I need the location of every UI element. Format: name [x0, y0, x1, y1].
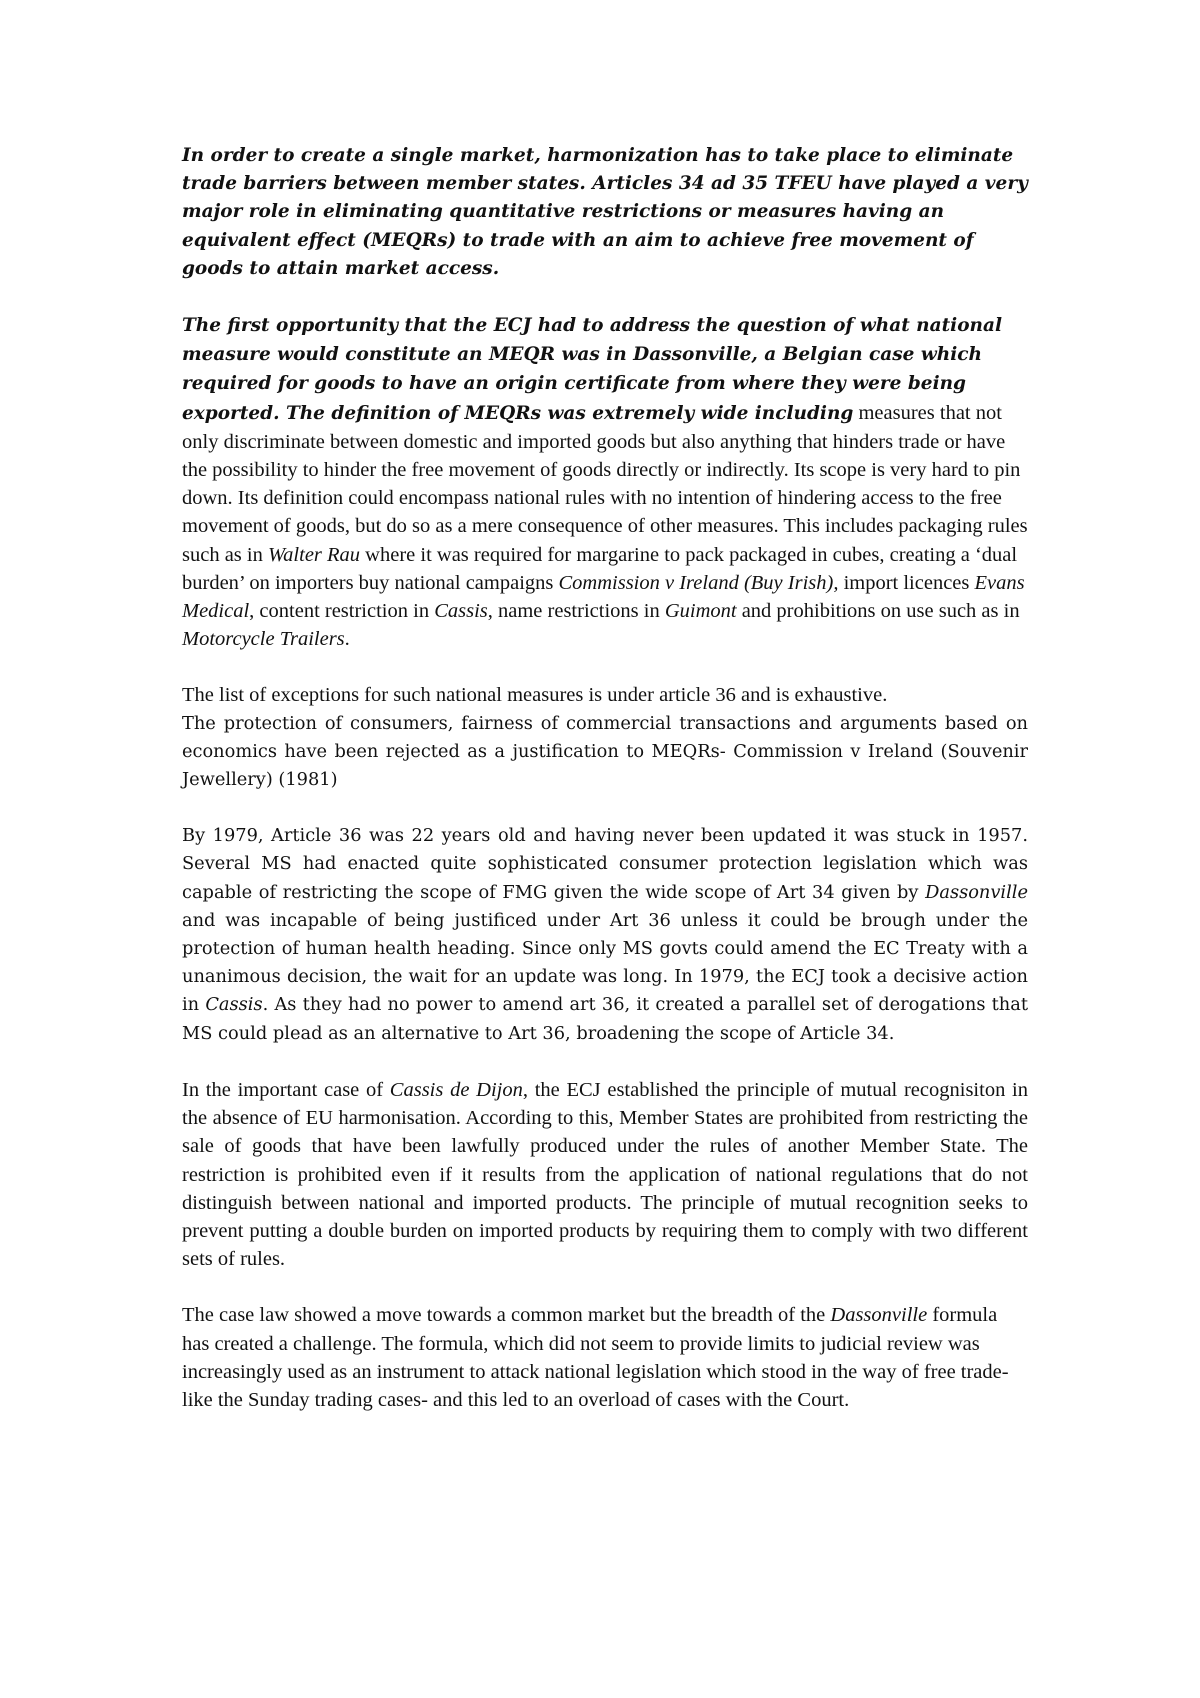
- document-body: [182, 142, 1028, 1442]
- body-text: where it was required for margarine to pack packaged in cubes, creating a ‘dual burden’ on importers buy national campaigns: [182, 543, 1018, 594]
- case-name-walter-rau: Walter Rau: [267, 543, 361, 566]
- body-text: By 1979, Article 36 was 22 years old and having never been updated it was stuck in 1957. Several MS had enacted quite sophisticated consumer protection legislation which was capable of restricting the scope of FMG given the wide scope of Art 34 given by: [182, 825, 1028, 903]
- body-text: .: [344, 628, 350, 651]
- case-name-evans-medical: Evans Medical: [182, 571, 1025, 623]
- paragraph-cassis-de-dijon: [182, 1076, 1028, 1273]
- body-text: , name restrictions in: [487, 600, 665, 623]
- body-text: import licences: [838, 571, 975, 594]
- paragraph-article-36: [182, 822, 1028, 1048]
- paragraph-exceptions: [182, 681, 1028, 794]
- bold-italic-text: The first opportunity that the ECJ had to address the question of what national measure would constitute an MEQR was in Dassonville, a Belgian case which required for goods to have an origin certificate from where they were being exported. The definition of MEQRs was extremely wide including: [182, 315, 1002, 424]
- case-name-motorcycle-trailers: Motorcycle Trailers: [182, 628, 345, 651]
- paragraph-dassonville: [182, 311, 1028, 653]
- case-name-dassonville: Dassonville: [830, 1304, 928, 1327]
- case-name-cassis: Cassis: [434, 600, 488, 623]
- body-text: In the important case of: [182, 1078, 390, 1101]
- paragraph-case-law: [182, 1301, 1028, 1414]
- body-text: measures that not only discriminate between domestic and imported goods but also anything that hinders trade or have the possibility to hinder the free movement of goods directly or indirectly. Its scope is very hard to pin down. Its definition could encompass national rules with no intention of hindering access to the free movement of goods, but do so as a mere consequence of other measures. This includes packaging rules such as in: [182, 401, 1028, 566]
- case-name-cassis: Cassis: [205, 994, 263, 1016]
- body-text: , the ECJ established the principle of mutual recognisiton in the absence of EU harmonisation. According to this, Member States are prohibited from restricting the sale of goods that have been lawfully produced under the rules of another Member State. The restriction is prohibited even if it results from the application of national regulations that do not distinguish between national and imported products. The principle of mutual recognition seeks to prevent putting a double burden on imported products by requiring them to comply with two different sets of rules.: [182, 1078, 1028, 1271]
- paragraph-intro: In order to create a single market, harmonization has to take place to eliminate trade barriers between member states. Articles 34 ad 35 TFEU have played a very major role in eliminating quantitative restrictions or measures having an equivalent effect (MEQRs) to trade with an aim to achieve free movement of goods to attain market access.: [182, 145, 1028, 279]
- case-name-guimont: Guimont: [664, 600, 737, 623]
- body-text: The protection of consumers, fairness of commercial transactions and arguments based on economics have been rejected as a justification to MEQRs- Commission v Ireland (Souvenir Jewellery) (1981): [182, 712, 1028, 791]
- body-text: formula has created a challenge. The formula, which did not seem to provide limits to judicial review was increasingly used as an instrument to attack national legislation which stood in the way of free trade- like the Sunday trading cases- and this led to an overload of cases with the Court.: [182, 1304, 1009, 1411]
- body-text: The list of exceptions for such national measures is under article 36 and is exhaustive.: [182, 684, 888, 707]
- case-name-cassis-de-dijon: Cassis de Dijon: [389, 1078, 523, 1101]
- body-text: and was incapable of being justificed under Art 36 unless it could be brough under the protection of human health heading. Since only MS govts could amend the EC Treaty with a unanimous decision, the wait for an update was long. In 1979, the ECJ took a decisive action in: [182, 909, 1028, 1016]
- body-text: The case law showed a move towards a common market but the breadth of the: [182, 1304, 831, 1327]
- body-text: and prohibitions on use such as in: [736, 600, 1020, 623]
- body-text: . As they had no power to amend art 36, it created a parallel set of derogations that MS could plead as an alternative to Art 36, broadening the scope of Article 34.: [182, 994, 1028, 1044]
- body-text: , content restriction in: [249, 600, 435, 623]
- case-name-dassonville: Dassonville: [925, 881, 1028, 903]
- case-name-buy-irish: Commission v Ireland (Buy Irish),: [558, 571, 839, 594]
